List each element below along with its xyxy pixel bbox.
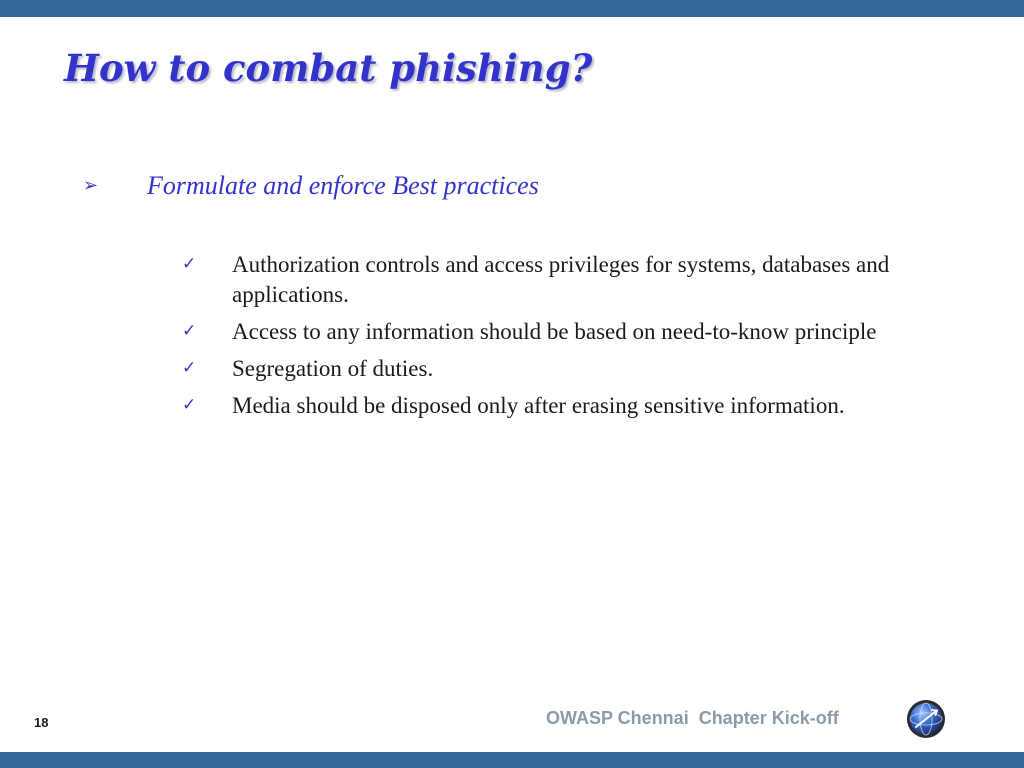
checkmark-icon: ✓	[182, 358, 197, 378]
main-bullet-text: Formulate and enforce Best practices	[147, 171, 539, 200]
checkmark-icon: ✓	[182, 321, 197, 341]
owasp-globe-logo-icon	[906, 699, 946, 739]
list-item	[182, 354, 912, 384]
list-item	[182, 250, 912, 310]
slide-number: 18	[34, 715, 49, 730]
list-item-text: Segregation of duties.	[232, 356, 434, 381]
sub-bullet-list	[182, 250, 912, 428]
slide-title: How to combat phishing?	[64, 46, 593, 90]
top-bar	[0, 0, 1024, 17]
list-item-text: Media should be disposed only after erasing sensitive information.	[232, 393, 845, 418]
checkmark-icon: ✓	[182, 254, 197, 274]
list-item-text: Authorization controls and access privileges for systems, databases and applications.	[232, 252, 890, 307]
arrow-bullet-icon: ➢	[83, 175, 99, 196]
checkmark-icon: ✓	[182, 395, 197, 415]
main-bullet	[83, 170, 539, 202]
footer-text: OWASP Chennai Chapter Kick-off	[546, 708, 839, 728]
list-item	[182, 317, 912, 347]
list-item-text: Access to any information should be based on need-to-know principle	[232, 319, 877, 344]
bottom-bar	[0, 752, 1024, 768]
list-item	[182, 391, 912, 421]
